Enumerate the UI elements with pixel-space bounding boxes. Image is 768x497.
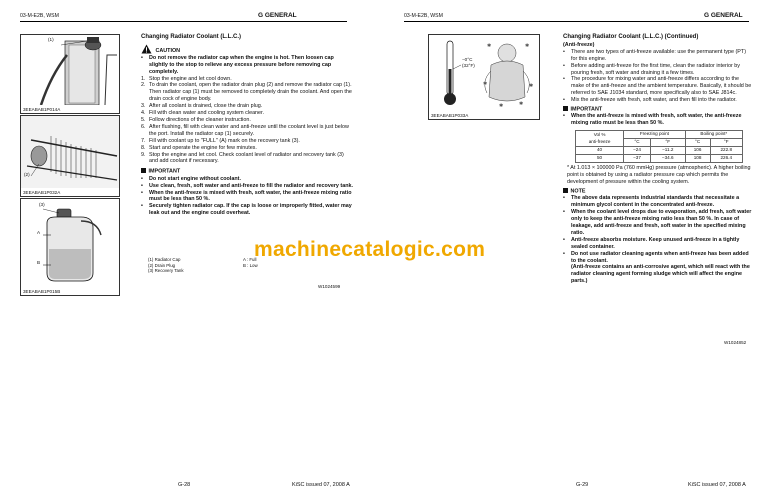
subsection-title: (Anti-freeze) bbox=[563, 41, 595, 48]
doc-code: W1024852 bbox=[724, 340, 747, 345]
caution-label: CAUTION bbox=[155, 47, 181, 54]
callout-3: (3) bbox=[39, 202, 45, 207]
figure-code: 3EEABAB1P015B bbox=[23, 289, 61, 294]
callout-1: (1) bbox=[48, 37, 54, 42]
temp-fahrenheit: (32°F) bbox=[462, 63, 475, 68]
svg-text:✱: ✱ bbox=[499, 103, 504, 109]
svg-text:✱: ✱ bbox=[519, 101, 524, 107]
warning-triangle-icon bbox=[141, 44, 152, 54]
figure-drain-plug bbox=[20, 115, 120, 197]
header-doc-id: 03-M-E2B, WSM bbox=[404, 13, 443, 19]
callout-A: A bbox=[37, 230, 41, 235]
page-number: G-28 bbox=[178, 482, 191, 488]
figure-antifreeze bbox=[428, 34, 540, 120]
note-list: • The above data represents industrial standards that necessitate a minimum glycol content in the concentrated anti-freeze. • When the coolant level drops due to evaporation, add fresh, soft water only to keep the anti-freeze mixing ratio less than 50 %. In case of leakage, add anti-freeze and fresh, soft water in the specified mixing ratio. • Anti-freeze absorbs moisture. Keep unused anti-freeze in a tightly sealed container. • Do not use radiator cleaning agents when anti-freeze has been added to the coolant. (Anti-freeze contains an anti-corrosive agent, which will react with the radiator cleaning agent forming sludge which will affect the engine parts.) bbox=[563, 195, 752, 285]
important-list: • Do not start engine without coolant. • Use clean, fresh, soft water and anti-freeze to fill the radiator and recovery tank. • When the anti-freeze is mixed with fresh, soft water, the anti-freeze mixing ratio must be less than 50 %. • Securely tighten radiator cap. If the cap is loose or improperly fitted, water may leak out and the engine could overheat. bbox=[141, 175, 354, 217]
issue-info: KiSC issued 07, 2008 A bbox=[688, 482, 746, 488]
table-footnote: * At 1.013 × 100000 Pa (760 mmHg) pressure (atmospheric). A higher boiling point is obtained by using a radiator pressure cap which permits the development of pressure within the cooling system. bbox=[567, 165, 751, 186]
steps-list: 1. Stop the engine and let cool down. 2. To drain the coolant, open the radiator drain plug (2) and remove the radiator cap (1). Then radiator cap (1) must be removed to completely drain the coolant. And open the drain cock of engine body. 3. After all coolant is drained, close the drain plug. 4. Fill with clean water and cooling system cleaner. 5. Follow directions of the cleaner instruction. 6. After flushing, fill with clean water and anti-freeze until the coolant level is just below the port. Install the radiator cap (1) securely. 7. Fill with coolant up to "FULL" (A) mark on the recovery tank (3). 8. Start and operate the engine for few minutes. 9. Stop the engine and let cool. Check coolant level of radiator and recovery tank (3) and add coolant if necessary. bbox=[141, 75, 352, 165]
watermark: machinecatalogic.com bbox=[254, 238, 486, 261]
section-title: Changing Radiator Coolant (L.L.C.) (Continued) bbox=[563, 34, 699, 40]
step-text: Follow directions of the cleaner instruction. bbox=[149, 116, 251, 123]
important-text: When the anti-freeze is mixed with fresh, soft water, the anti-freeze mixing ratio must be less than 50 %. bbox=[571, 113, 742, 127]
step-text: Stop the engine and let cool down. bbox=[149, 75, 232, 82]
square-bullet-icon bbox=[563, 106, 568, 111]
important-label: IMPORTANT bbox=[570, 106, 603, 113]
step-text: Start and operate the engine for few minutes. bbox=[149, 144, 257, 151]
figure-recovery-tank bbox=[20, 198, 120, 296]
svg-text:✱: ✱ bbox=[529, 83, 534, 89]
table-header: Freezing point bbox=[624, 131, 685, 139]
issue-info: KiSC issued 07, 2008 A bbox=[292, 482, 350, 488]
step-text: Fill with coolant up to "FULL" (A) mark on the recovery tank (3). bbox=[149, 137, 300, 144]
thermometer-illustration bbox=[429, 35, 539, 111]
antifreeze-bullets: • There are two types of anti-freeze available: use the permanent type (PT) for this engine. • Before adding anti-freeze for the first time, clean the radiator interior by pouring fresh, soft water and draining it a few times. • The procedure for mixing water and anti-freeze differs according to the make of the anti-freeze and the ambient temperature. Basically, it should be referred to SAE J1034 standard, more specifically also to SAE J814c. • Mix the anti-freeze with fresh, soft water, and then fill into the radiator. bbox=[563, 48, 752, 104]
table-header: Boiling point* bbox=[685, 131, 742, 139]
legend: (1) Radiator Cap A : Full (2) Drain Plug B : Low (3) Recovery Tank bbox=[148, 257, 258, 274]
important-label: IMPORTANT bbox=[148, 168, 181, 175]
table-row: 40 −24 −11.2 106 222.8 bbox=[576, 147, 743, 155]
page-number: G-29 bbox=[576, 482, 589, 488]
freezing-boiling-table: Vol % anti-freeze Freezing point Boiling point* °C °F °C °F 40 −24 −11.2 106 222.8 50 −37 −34.6 108 226.4 bbox=[575, 130, 743, 163]
step-text: Fill with clean water and cooling system cleaner. bbox=[149, 110, 265, 117]
recovery-tank-illustration bbox=[21, 199, 119, 285]
svg-text:✱: ✱ bbox=[487, 43, 492, 49]
left-text-column: Changing Radiator Coolant (L.L.C.) CAUTION • Do not remove the radiator cap when the engine is hot. Then loosen cap slightly to the stop to relieve any excess pressure before removing cap completely. 1. Stop the engine and let cool down. 2. To drain the coolant, open the radiator drain plug (2) and remove the radiator cap (1). Then radiator cap (1) must be removed to completely drain the coolant. And open the drain cock of engine body. 3. After all coolant is drained, close the drain plug. 4. Fill with clean water and cooling system cleaner. 5. Follow directions of the cleaner instruction. 6. After flushing, fill with clean water and anti-freeze until the coolant level is just below the port. Install the radiator cap (1) securely. 7. Fill with coolant up to "FULL" (A) mark on the recovery tank (3). 8. Start and operate the engine for few minutes. 9. Stop the engine and let cool. Check coolant level of radiator and recovery tank (3) and add coolant if necessary. IMPORTANT • Do not start engine without coolant. • Use clean, fresh, soft water and anti-freeze to fill the radiator and recovery tank. • When the anti-freeze is mixed with fresh, soft water, the anti-freeze mixing ratio must be less than 50 %. • Securely tighten radiator cap. If the cap is loose or improperly fitted, water may leak out and the engine could overheat. bbox=[141, 34, 354, 217]
square-bullet-icon bbox=[141, 168, 146, 173]
caution-text: Do not remove the radiator cap when the engine is hot. Then loosen cap slightly to the stop to relieve any excess pressure before removing cap completely. bbox=[149, 54, 334, 75]
header-rule bbox=[20, 21, 347, 22]
table-header: Vol % anti-freeze bbox=[576, 131, 624, 147]
drain-plug-illustration bbox=[21, 116, 119, 188]
step-text: After flushing, fill with clean water and anti-freeze until the coolant level is just below the port. Install the radiator cap (1) securely. bbox=[149, 123, 349, 137]
step-text: To drain the coolant, open the radiator drain plug (2) and remove the radiator cap (1). Then radiator cap (1) must be removed to completely drain the coolant. And open the drain cock of engine body. bbox=[149, 82, 352, 103]
header-rule bbox=[404, 21, 749, 22]
step-text: Stop the engine and let cool. Check coolant level of radiator and recovery tank (3) and add coolant if necessary. bbox=[149, 151, 344, 165]
figure-code: 3EEABAB1P014A bbox=[23, 107, 61, 112]
section-title: Changing Radiator Coolant (L.L.C.) bbox=[141, 34, 241, 40]
figure-code: 3EEABAB1P032A bbox=[23, 190, 61, 195]
callout-B: B bbox=[37, 260, 41, 265]
right-text-column: Changing Radiator Coolant (L.L.C.) (Continued) (Anti-freeze) • There are two types of anti-freeze available: use the permanent type (PT) for this engine. • Before adding anti-freeze for the first time, clean the radiator interior by pouring fresh, soft water and draining it a few times. • The procedure for mixing water and anti-freeze differs according to the make of the anti-freeze and the ambient temperature. Basically, it should be referred to SAE J1034 standard, more specifically also to SAE J814c. • Mix the anti-freeze with fresh, soft water, and then fill into the radiator. IMPORTANT • When the anti-freeze is mixed with fresh, soft water, the anti-freeze mixing ratio must be less than 50 %. Vol % anti-freeze Freezing point Boiling point* °C °F °C °F 40 −24 −11.2 106 222.8 50 −37 −34.6 108 226.4 * At 1.013 × 100000 Pa (760 mmHg) pressure (atmospheric). A higher boiling point is obtained by using a radiator pressure cap which permits the development of pressure within the cooling system. NOTE • The above data represents industrial standards that necessitate a minimum glycol content in the concentrated anti-freeze. • When the coolant level drops due to evaporation, add fresh, soft water only to keep the anti-freeze mixing ratio less than 50 %. In case of leakage, add anti-freeze and fresh, soft water in the specified mixing ratio. • Anti-freeze absorbs moisture. Keep unused anti-freeze in a tightly sealed container. • Do not use radiator cleaning agents when anti-freeze has been added to the coolant. (Anti-freeze contains an anti-corrosive agent, which will react with the radiator cleaning agent forming sludge which will affect the engine parts.) bbox=[563, 34, 752, 285]
note-label: NOTE bbox=[570, 188, 586, 195]
step-text: After all coolant is drained, close the drain plug. bbox=[149, 103, 263, 110]
table-row: 50 −37 −34.6 108 226.4 bbox=[576, 155, 743, 163]
figure-radiator-cap bbox=[20, 34, 120, 114]
temp-celsius: −0°C bbox=[462, 57, 473, 62]
svg-text:✱: ✱ bbox=[483, 81, 488, 87]
figure-code: 3EEABAB1P033A bbox=[431, 113, 469, 118]
header-section: G GENERAL bbox=[258, 12, 297, 19]
header-section: G GENERAL bbox=[704, 12, 743, 19]
callout-2: (2) bbox=[24, 172, 30, 177]
radiator-cap-illustration bbox=[21, 35, 119, 105]
header-doc-id: 03-M-E2B, WSM bbox=[20, 13, 59, 19]
svg-text:✱: ✱ bbox=[525, 43, 530, 49]
square-bullet-icon bbox=[563, 188, 568, 193]
doc-code: W1024599 bbox=[318, 284, 341, 289]
